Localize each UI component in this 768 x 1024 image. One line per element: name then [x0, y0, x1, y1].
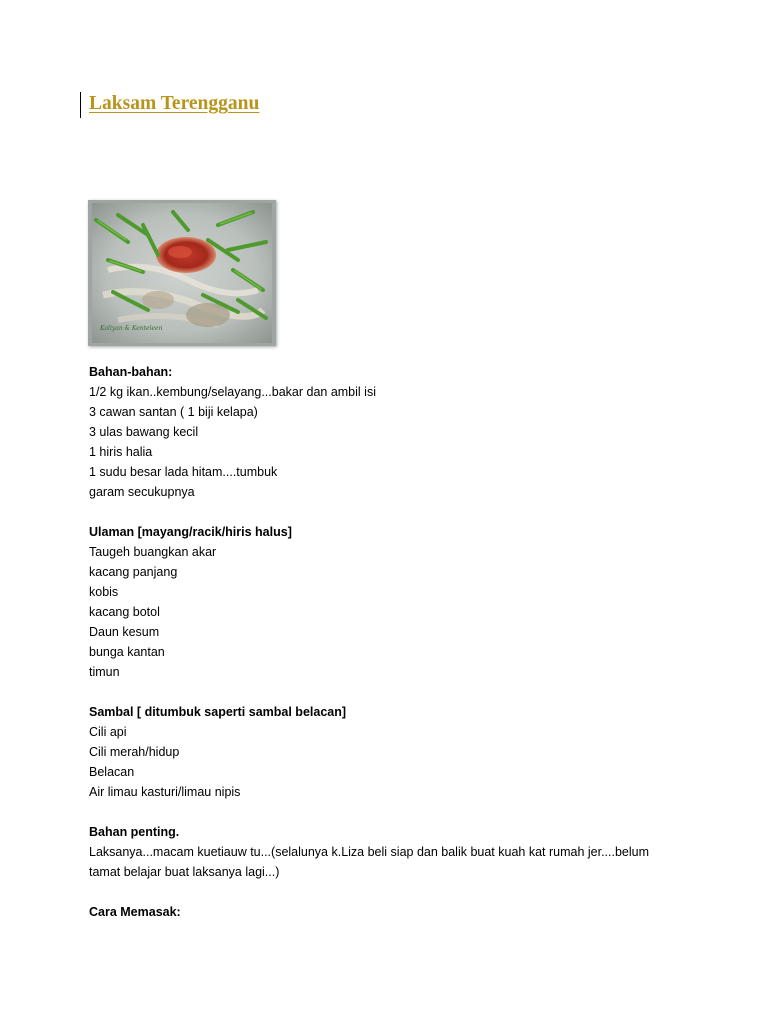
list-item: Air limau kasturi/limau nipis	[89, 785, 241, 799]
list-item: 1 sudu besar lada hitam....tumbuk	[89, 465, 278, 479]
list-item: garam secukupnya	[89, 485, 195, 499]
list-item: 3 cawan santan ( 1 biji kelapa)	[89, 405, 258, 419]
heading-ulaman: Ulaman [mayang/racik/hiris halus]	[89, 525, 292, 539]
list-item: Belacan	[89, 765, 135, 779]
list-item: Cili api	[89, 725, 127, 739]
list-item: kacang botol	[89, 605, 160, 619]
text-cursor	[80, 92, 81, 118]
list-item: Laksanya...macam kuetiauw tu...(selalunya k.Liza beli siap dan balik buat kuah kat rumah jer....belum	[89, 845, 650, 859]
list-item: bunga kantan	[89, 645, 165, 659]
paragraph-spacer	[89, 502, 739, 522]
list-item: 1/2 kg ikan..kembung/selayang...bakar dan ambil isi	[89, 385, 376, 399]
paragraph-spacer	[89, 682, 739, 702]
recipe-title[interactable]: Laksam Terengganu	[89, 93, 260, 114]
list-item: Cili merah/hidup	[89, 745, 180, 759]
heading-bahan: Bahan-bahan:	[89, 365, 173, 379]
list-item: timun	[89, 665, 120, 679]
recipe-body	[89, 362, 739, 922]
heading-bahan-penting: Bahan penting.	[89, 825, 180, 839]
list-item: 3 ulas bawang kecil	[89, 425, 199, 439]
list-item: Taugeh buangkan akar	[89, 545, 217, 559]
list-item: kacang panjang	[89, 565, 178, 579]
list-item: tamat belajar buat laksanya lagi...)	[89, 865, 280, 879]
list-item: kobis	[89, 585, 119, 599]
dish-photo	[88, 200, 276, 346]
heading-cara-memasak: Cara Memasak:	[89, 905, 181, 919]
paragraph-spacer	[89, 802, 739, 822]
list-item: Daun kesum	[89, 625, 160, 639]
list-item: 1 hiris halia	[89, 445, 153, 459]
paragraph-spacer	[89, 882, 739, 902]
heading-sambal: Sambal [ ditumbuk saperti sambal belacan]	[89, 705, 347, 719]
photo-watermark: Kaliyan & Kenteleen	[100, 325, 163, 332]
